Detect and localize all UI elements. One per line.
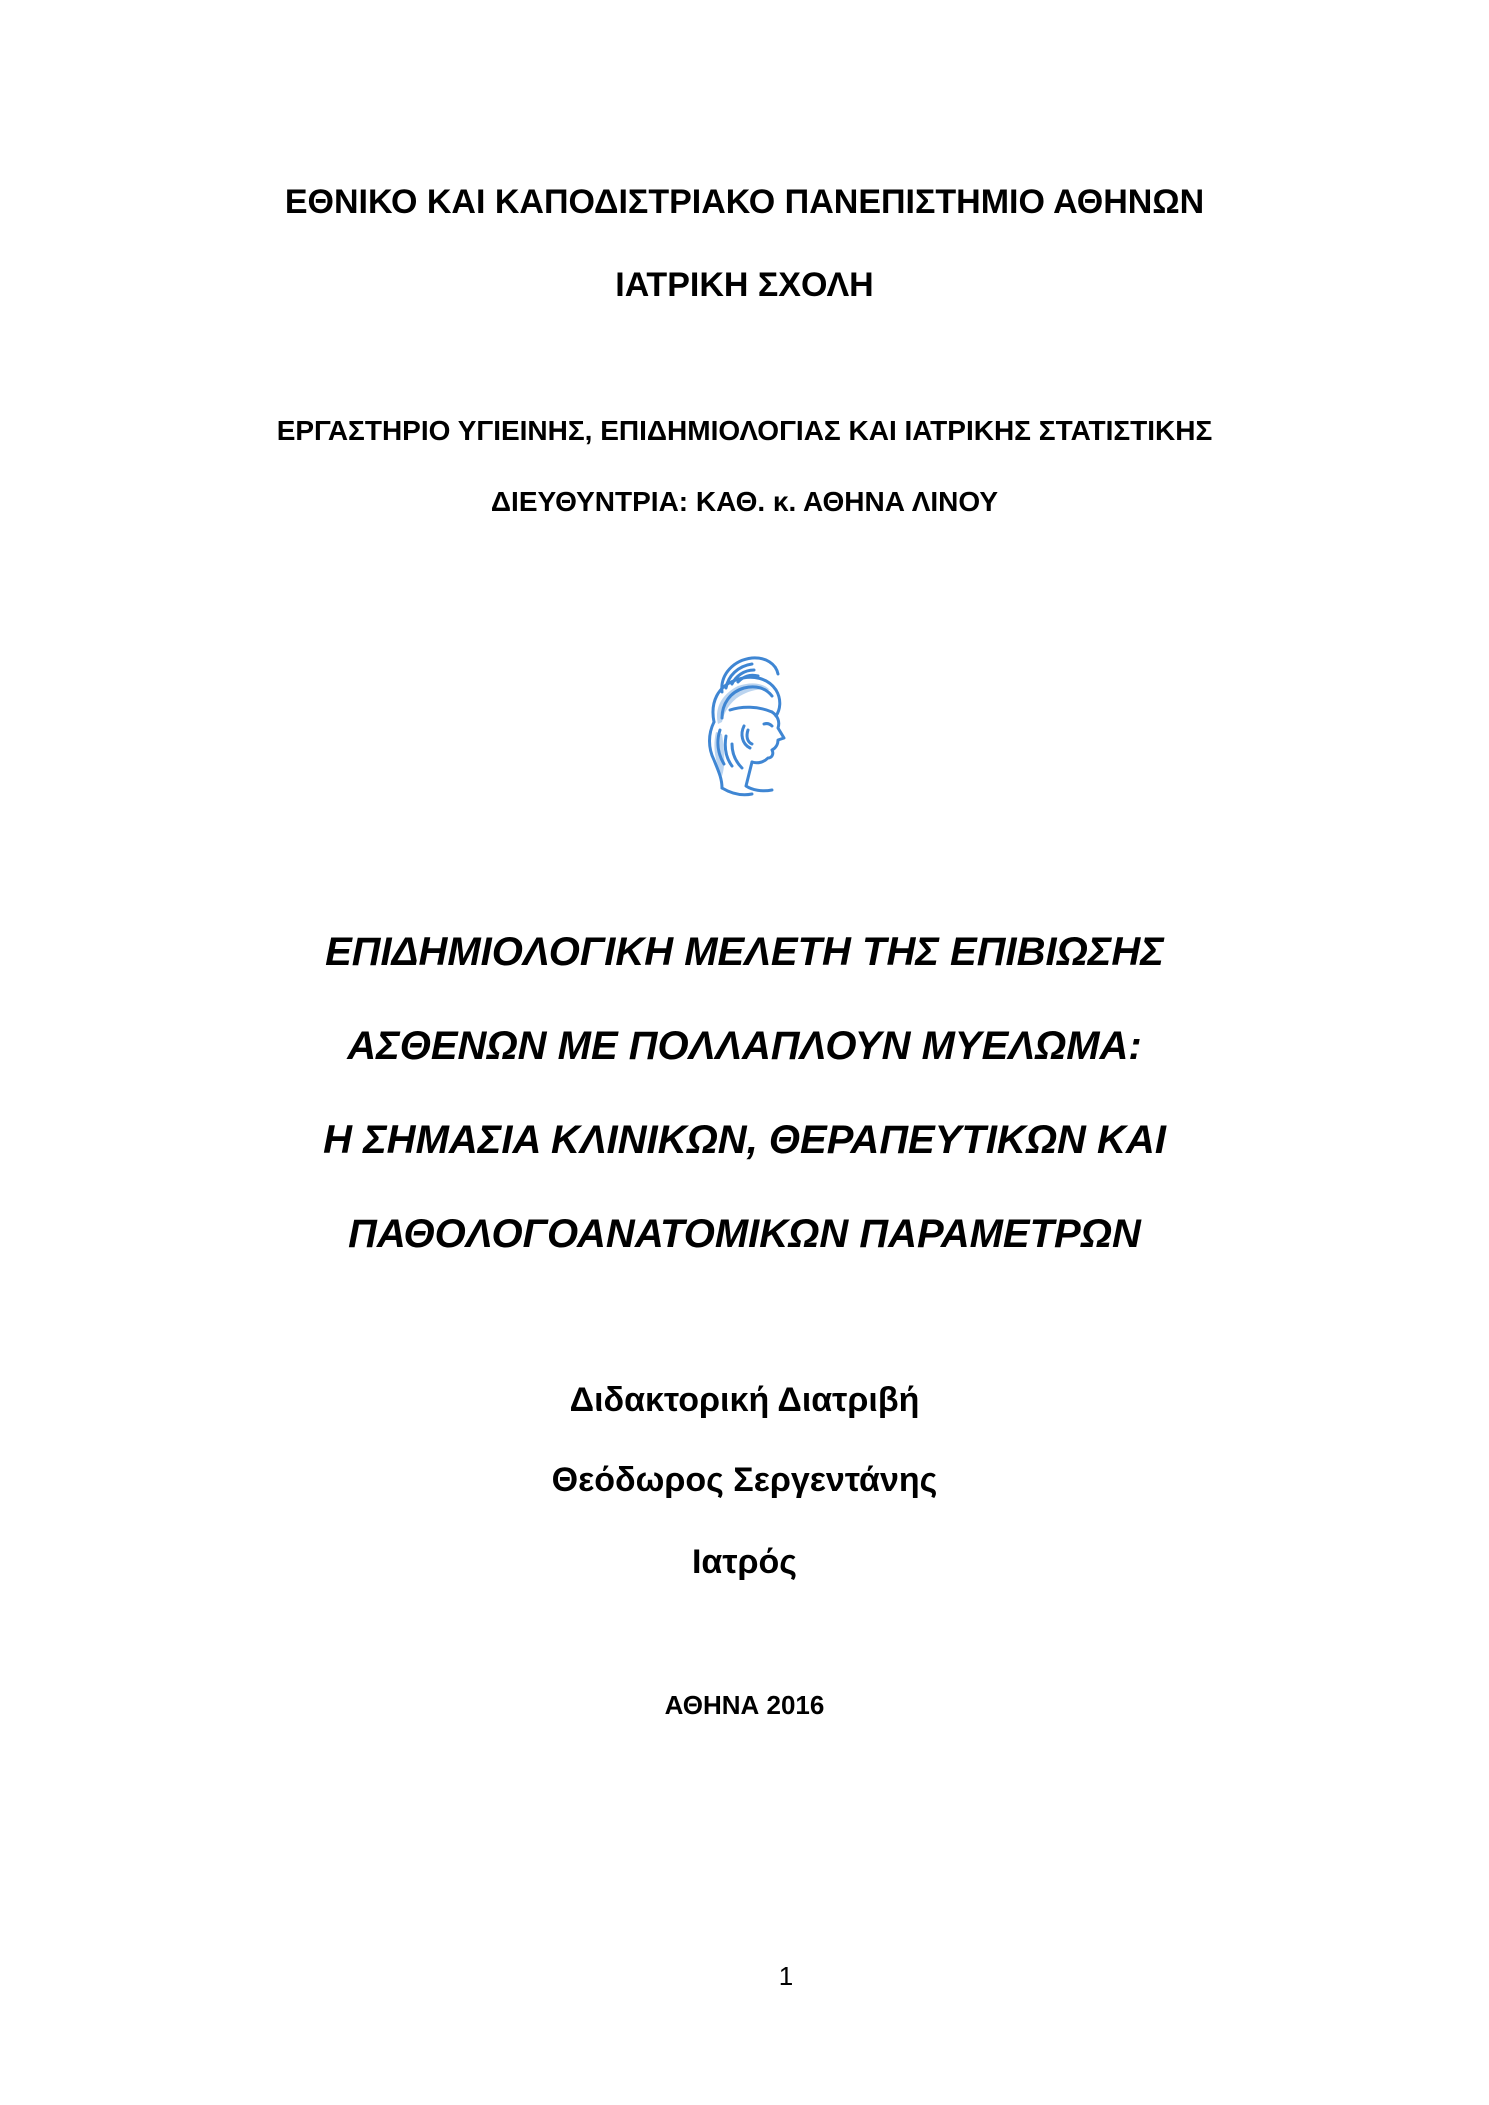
director-line: ΔΙΕΥΘΥΝΤΡΙΑ: ΚΑΘ. κ. ΑΘΗΝΑ ΛΙΝΟΥ bbox=[490, 486, 999, 517]
university-name: ΕΘΝΙΚΟ ΚΑΙ ΚΑΠΟΔΙΣΤΡΙΑΚΟ ΠΑΝΕΠΙΣΤΗΜΙΟ ΑΘΗΝΩΝ bbox=[284, 183, 1205, 221]
school-name: ΙΑΤΡΙΚΗ ΣΧΟΛΗ bbox=[615, 266, 874, 304]
thesis-title-line-1: ΕΠΙΔΗΜΙΟΛΟΓΙΚΗ ΜΕΛΕΤΗ ΤΗΣ ΕΠΙΒΙΩΣΗΣ bbox=[325, 930, 1164, 974]
page-number: 1 bbox=[778, 1961, 794, 1991]
author-profession: Ιατρός bbox=[691, 1543, 797, 1581]
laboratory-name: ΕΡΓΑΣΤΗΡΙΟ ΥΓΙΕΙΝΗΣ, ΕΠΙΔΗΜΙΟΛΟΓΙΑΣ ΚΑΙ ΙΑΤΡΙΚΗΣ ΣΤΑΤΙΣΤΙΚΗΣ bbox=[276, 415, 1213, 446]
athena-head-emblem-icon bbox=[692, 652, 798, 798]
thesis-title-line-3: Η ΣΗΜΑΣΙΑ ΚΛΙΝΙΚΩΝ, ΘΕΡΑΠΕΥΤΙΚΩΝ ΚΑΙ bbox=[323, 1118, 1166, 1162]
author-name: Θεόδωρος Σεργεντάνης bbox=[551, 1461, 938, 1499]
document-type: Διδακτορική Διατριβή bbox=[569, 1381, 920, 1419]
place-year: ΑΘΗΝΑ 2016 bbox=[664, 1690, 825, 1720]
thesis-title-line-4: ΠΑΘΟΛΟΓΟΑΝΑΤΟΜΙΚΩΝ ΠΑΡΑΜΕΤΡΩΝ bbox=[348, 1212, 1141, 1256]
thesis-title-line-2: ΑΣΘΕΝΩΝ ΜΕ ΠΟΛΛΑΠΛΟΥΝ ΜΥΕΛΩΜΑ: bbox=[347, 1024, 1142, 1068]
